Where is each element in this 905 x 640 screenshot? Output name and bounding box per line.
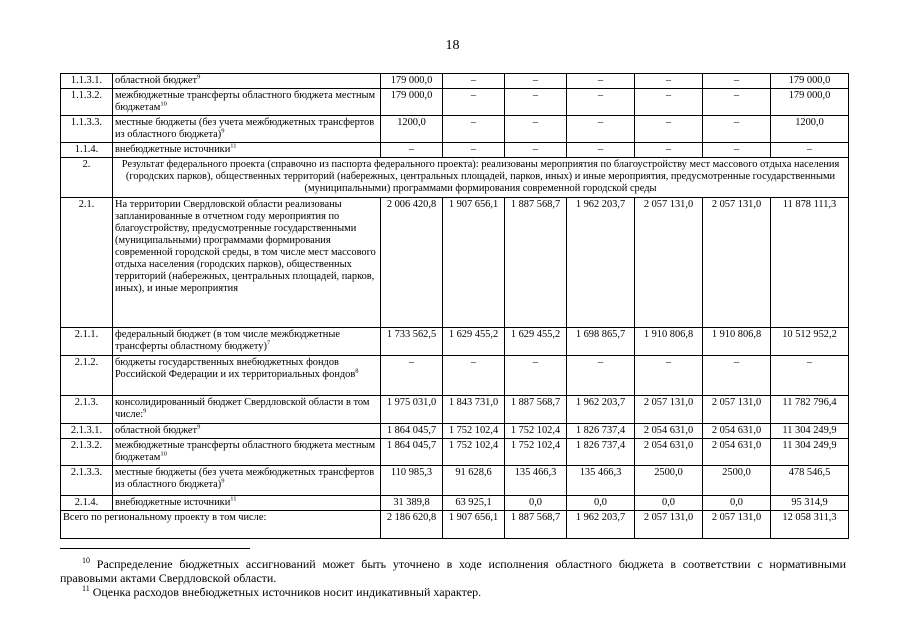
value-cell: 2500,0 xyxy=(703,466,771,496)
value-cell: – xyxy=(567,74,635,89)
value-cell: – xyxy=(703,74,771,89)
value-cell: 1 752 102,4 xyxy=(505,439,567,466)
value-cell: 11 304 249,9 xyxy=(771,424,849,439)
value-cell: 1 752 102,4 xyxy=(443,424,505,439)
table-row xyxy=(61,439,849,466)
value-cell: 0,0 xyxy=(567,496,635,511)
value-cell: 1 843 731,0 xyxy=(443,396,505,424)
row-description: межбюджетные трансферты областного бюджета местным бюджетам$^{10}$ xyxy=(113,89,381,116)
value-cell: 12 058 311,3 xyxy=(771,511,849,539)
value-cell: 2 054 631,0 xyxy=(635,424,703,439)
value-cell: 91 628,6 xyxy=(443,466,505,496)
value-cell: – xyxy=(505,89,567,116)
value-cell: 1 752 102,4 xyxy=(505,424,567,439)
row-number: 1.1.3.3. xyxy=(61,116,113,143)
value-cell: 1 826 737,4 xyxy=(567,424,635,439)
row-number: 1.1.4. xyxy=(61,143,113,158)
row-description: областной бюджет$^9$ xyxy=(113,74,381,89)
value-cell: 135 466,3 xyxy=(567,466,635,496)
value-cell: 0,0 xyxy=(635,496,703,511)
row-description: местные бюджеты (без учета межбюджетных трансфертов из областного бюджета)$^9$ xyxy=(113,466,381,496)
row-number: 2.1. xyxy=(61,198,113,328)
value-cell: 1 629 455,2 xyxy=(443,328,505,356)
table-row xyxy=(61,396,849,424)
value-cell: 179 000,0 xyxy=(381,89,443,116)
value-cell: – xyxy=(443,89,505,116)
value-cell: 2 054 631,0 xyxy=(703,439,771,466)
value-cell: 2 057 131,0 xyxy=(703,511,771,539)
value-cell: 2 057 131,0 xyxy=(635,511,703,539)
value-cell: 1 733 562,5 xyxy=(381,328,443,356)
value-cell: 179 000,0 xyxy=(381,74,443,89)
value-cell: – xyxy=(635,89,703,116)
budget-table xyxy=(60,73,849,539)
value-cell: – xyxy=(635,143,703,158)
value-cell: – xyxy=(505,74,567,89)
row-description: межбюджетные трансферты областного бюджета местным бюджетам$^{10}$ xyxy=(113,439,381,466)
value-cell: 2 054 631,0 xyxy=(635,439,703,466)
value-cell: 2 186 620,8 xyxy=(381,511,443,539)
value-cell: 1 629 455,2 xyxy=(505,328,567,356)
value-cell: – xyxy=(703,89,771,116)
table-row xyxy=(61,116,849,143)
value-cell: – xyxy=(381,143,443,158)
value-cell: 1 962 203,7 xyxy=(567,396,635,424)
value-cell: – xyxy=(443,356,505,396)
value-cell: 0,0 xyxy=(505,496,567,511)
row-description: бюджеты государственных внебюджетных фондов Российской Федерации и их территориальных фондов$^8$ xyxy=(113,356,381,396)
value-cell: – xyxy=(443,143,505,158)
value-cell: – xyxy=(635,74,703,89)
row-description: федеральный бюджет (в том числе межбюджетные трансферты областному бюджету)$^7$ xyxy=(113,328,381,356)
value-cell: 0,0 xyxy=(703,496,771,511)
value-cell: 1200,0 xyxy=(381,116,443,143)
row-number: 2. xyxy=(61,158,113,198)
row-description: На территории Свердловской области реализованы запланированные в отчетном году мероприятия по благоустройству, предусмотренные государственными (муниципальными) программами формирования современной городской среды, в том числе мест массового отдыха населения (городских парков), общественных территорий (набережных, центральных площадей, парков, иных), и иные мероприятия xyxy=(113,198,381,328)
value-cell: 2 057 131,0 xyxy=(703,396,771,424)
value-cell: 478 546,5 xyxy=(771,466,849,496)
value-cell: 1 698 865,7 xyxy=(567,328,635,356)
total-row xyxy=(61,511,849,539)
footnote: $^{11}$ Оценка расходов внебюджетных источников носит индикативный характер. xyxy=(82,584,482,599)
value-cell: 11 782 796,4 xyxy=(771,396,849,424)
value-cell: 10 512 952,2 xyxy=(771,328,849,356)
value-cell: 1 826 737,4 xyxy=(567,439,635,466)
value-cell: 1 752 102,4 xyxy=(443,439,505,466)
section-heading: Результат федерального проекта (справочно из паспорта федерального проекта): реализованы мероприятия по благоустройству мест массового отдыха населения (городских парков), общественных территорий (набережных, центральных площадей, парков, иных) и иные мероприятия, предусмотренные государственными (муниципальными) программами формирования современной городской среды xyxy=(113,158,849,198)
row-number: 2.1.4. xyxy=(61,496,113,511)
value-cell: – xyxy=(567,356,635,396)
row-description: внебюджетные источники$^{11}$ xyxy=(113,496,381,511)
row-number: 2.1.3.1. xyxy=(61,424,113,439)
value-cell: – xyxy=(635,356,703,396)
value-cell: 63 925,1 xyxy=(443,496,505,511)
row-number: 2.1.3.3. xyxy=(61,466,113,496)
value-cell: 2 057 131,0 xyxy=(635,198,703,328)
row-description: консолидированный бюджет Свердловской области в том числе:$^9$ xyxy=(113,396,381,424)
footnote-divider xyxy=(60,548,250,549)
value-cell: 1 864 045,7 xyxy=(381,424,443,439)
value-cell: 2 057 131,0 xyxy=(703,198,771,328)
value-cell: 1200,0 xyxy=(771,116,849,143)
value-cell: 1 962 203,7 xyxy=(567,511,635,539)
page-number: 18 xyxy=(445,38,460,53)
value-cell: 179 000,0 xyxy=(771,89,849,116)
value-cell: – xyxy=(567,116,635,143)
value-cell: – xyxy=(505,143,567,158)
value-cell: 110 985,3 xyxy=(381,466,443,496)
value-cell: 1 887 568,7 xyxy=(505,396,567,424)
table-row xyxy=(61,328,849,356)
table-row xyxy=(61,74,849,89)
value-cell: 1 887 568,7 xyxy=(505,198,567,328)
value-cell: – xyxy=(771,143,849,158)
row-number: 2.1.1. xyxy=(61,328,113,356)
footnote: $^{10}$ Распределение бюджетных ассигнований может быть уточнено в ходе исполнения областного бюджета в соответствии с нормативными правовыми актами Свердловской области. xyxy=(60,556,847,585)
value-cell: 11 878 111,3 xyxy=(771,198,849,328)
value-cell: – xyxy=(567,89,635,116)
table-row xyxy=(61,466,849,496)
value-cell: 1 887 568,7 xyxy=(505,511,567,539)
value-cell: 2500,0 xyxy=(635,466,703,496)
value-cell: 11 304 249,9 xyxy=(771,439,849,466)
row-number: 2.1.3.2. xyxy=(61,439,113,466)
row-description: областной бюджет$^9$ xyxy=(113,424,381,439)
value-cell: 1 907 656,1 xyxy=(443,511,505,539)
value-cell: 1 907 656,1 xyxy=(443,198,505,328)
table-row xyxy=(61,198,849,328)
value-cell: 1 975 031,0 xyxy=(381,396,443,424)
row-description: местные бюджеты (без учета межбюджетных трансфертов из областного бюджета)$^9$ xyxy=(113,116,381,143)
value-cell: – xyxy=(381,356,443,396)
table-row xyxy=(61,89,849,116)
row-number: 1.1.3.2. xyxy=(61,89,113,116)
value-cell: – xyxy=(443,74,505,89)
row-description: внебюджетные источники$^{11}$ xyxy=(113,143,381,158)
value-cell: 1 962 203,7 xyxy=(567,198,635,328)
value-cell: – xyxy=(703,116,771,143)
table-row xyxy=(61,496,849,511)
value-cell: 2 006 420,8 xyxy=(381,198,443,328)
value-cell: 31 389,8 xyxy=(381,496,443,511)
value-cell: 1 910 806,8 xyxy=(703,328,771,356)
value-cell: – xyxy=(771,356,849,396)
row-number: 1.1.3.1. xyxy=(61,74,113,89)
value-cell: – xyxy=(703,356,771,396)
value-cell: – xyxy=(703,143,771,158)
value-cell: – xyxy=(505,356,567,396)
value-cell: 2 057 131,0 xyxy=(635,396,703,424)
value-cell: – xyxy=(505,116,567,143)
value-cell: 1 910 806,8 xyxy=(635,328,703,356)
table-row xyxy=(61,158,849,198)
value-cell: 135 466,3 xyxy=(505,466,567,496)
row-number: 2.1.3. xyxy=(61,396,113,424)
row-number: 2.1.2. xyxy=(61,356,113,396)
value-cell: 1 864 045,7 xyxy=(381,439,443,466)
value-cell: – xyxy=(443,116,505,143)
value-cell: – xyxy=(567,143,635,158)
value-cell: 179 000,0 xyxy=(771,74,849,89)
value-cell: 95 314,9 xyxy=(771,496,849,511)
total-label: Всего по региональному проекту в том числе: xyxy=(61,511,381,539)
value-cell: 2 054 631,0 xyxy=(703,424,771,439)
table-row xyxy=(61,143,849,158)
table-row xyxy=(61,424,849,439)
table-row xyxy=(61,356,849,396)
value-cell: – xyxy=(635,116,703,143)
